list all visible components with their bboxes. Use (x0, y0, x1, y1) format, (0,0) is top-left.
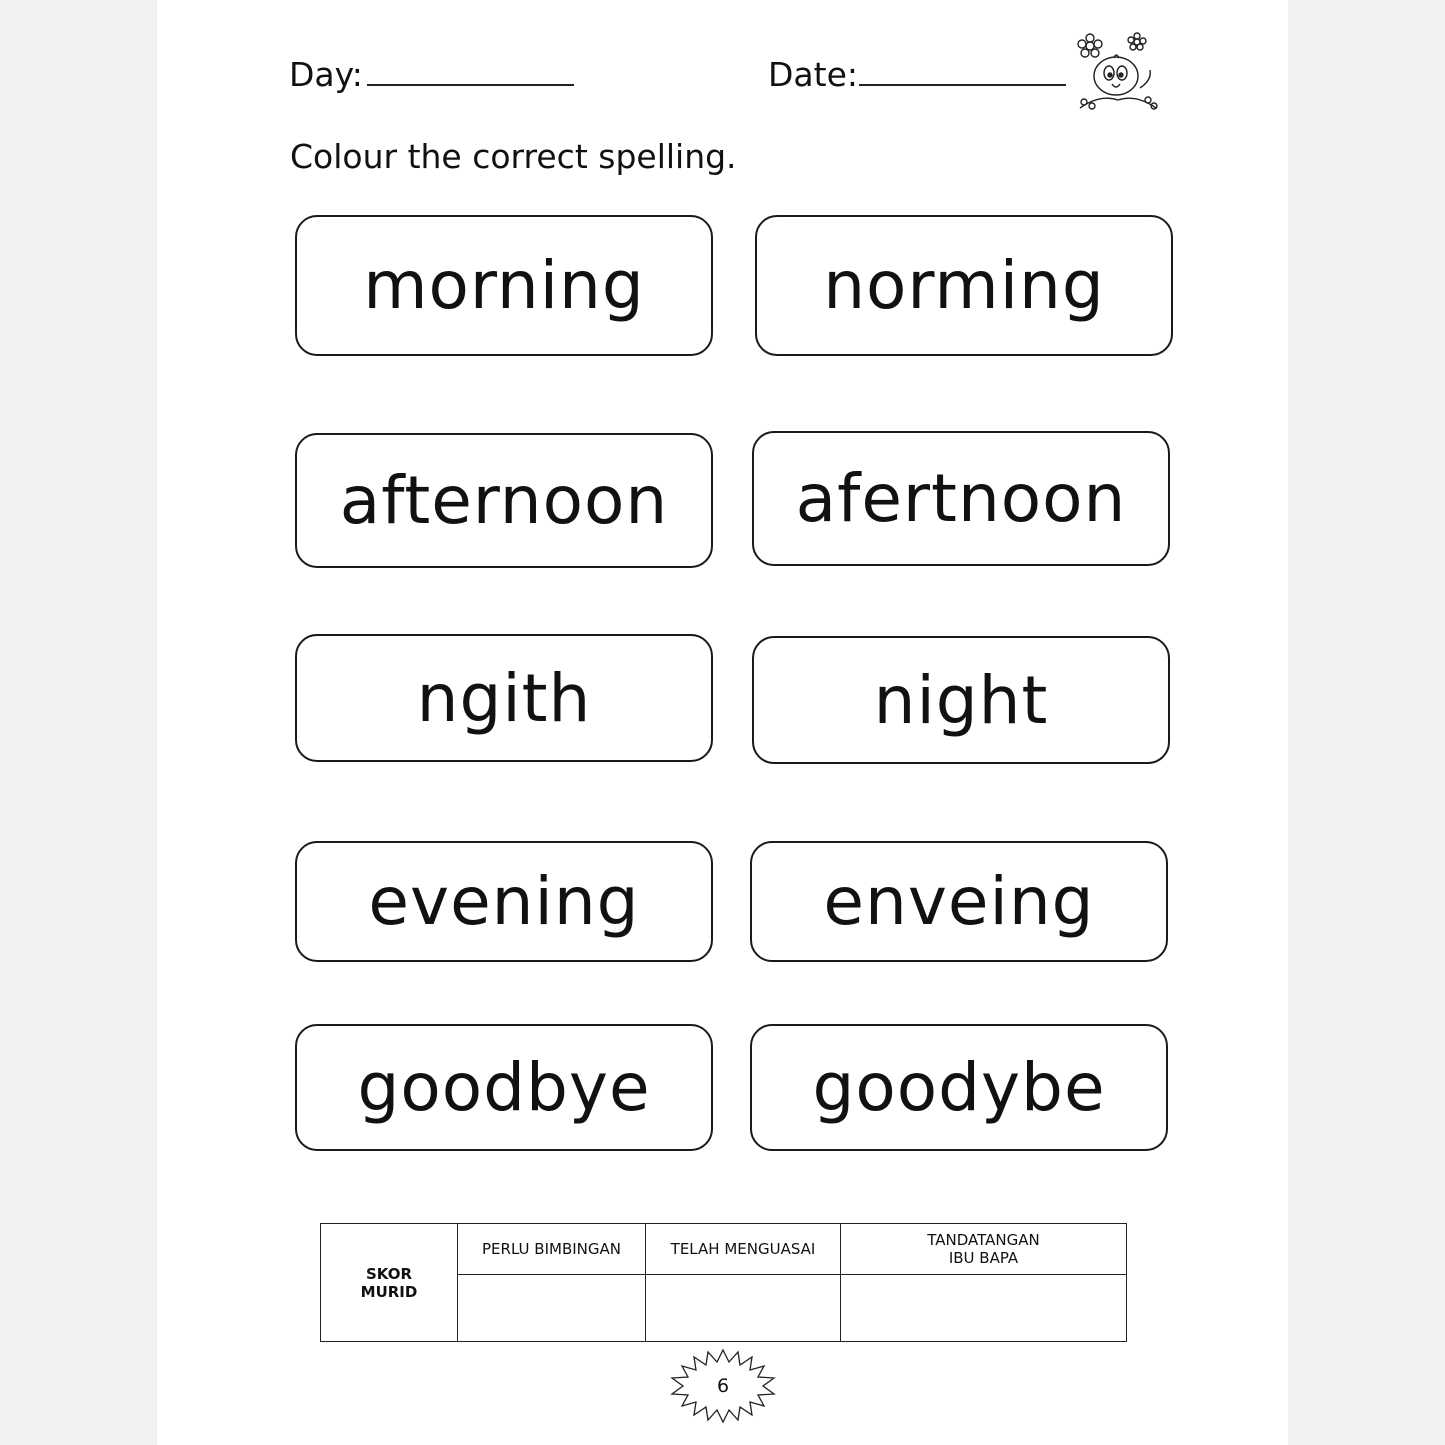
perlu-bimbingan-entry[interactable] (458, 1275, 646, 1342)
signature-entry[interactable] (841, 1275, 1127, 1342)
score-table (320, 1223, 1127, 1342)
word-choice-box[interactable]: morning (295, 215, 713, 356)
murid-label: MURID (360, 1282, 418, 1301)
col-perlu-bimbingan: PERLU BIMBINGAN (458, 1224, 646, 1275)
day-field-line[interactable] (367, 84, 574, 86)
page-number: 6 (716, 1375, 730, 1397)
date-label: Date: (768, 55, 858, 94)
date-field-line[interactable] (859, 84, 1066, 86)
word-choice-box[interactable]: afternoon (295, 433, 713, 568)
col-telah-menguasai: TELAH MENGUASAI (646, 1224, 841, 1275)
word-choice-box[interactable]: evening (295, 841, 713, 962)
word-choice-box[interactable]: night (752, 636, 1170, 764)
word-choice-box[interactable]: norming (755, 215, 1173, 356)
ibu-bapa-label: IBU BAPA (948, 1249, 1019, 1267)
word-choice-box[interactable]: goodybe (750, 1024, 1168, 1151)
col-tandatangan (841, 1224, 1127, 1275)
skor-murid-cell (321, 1224, 458, 1342)
instruction-text: Colour the correct spelling. (290, 137, 737, 176)
cartoon-bird-flowers-icon (1070, 30, 1165, 115)
word-choice-box[interactable]: enveing (750, 841, 1168, 962)
skor-label: SKOR (365, 1264, 413, 1283)
page-number-badge (668, 1348, 778, 1424)
telah-menguasai-entry[interactable] (646, 1275, 841, 1342)
day-label: Day: (289, 55, 363, 94)
word-choice-box[interactable]: afertnoon (752, 431, 1170, 566)
word-choice-box[interactable]: ngith (295, 634, 713, 762)
word-choice-box[interactable]: goodbye (295, 1024, 713, 1151)
tandatangan-label: TANDATANGAN (927, 1231, 1040, 1249)
